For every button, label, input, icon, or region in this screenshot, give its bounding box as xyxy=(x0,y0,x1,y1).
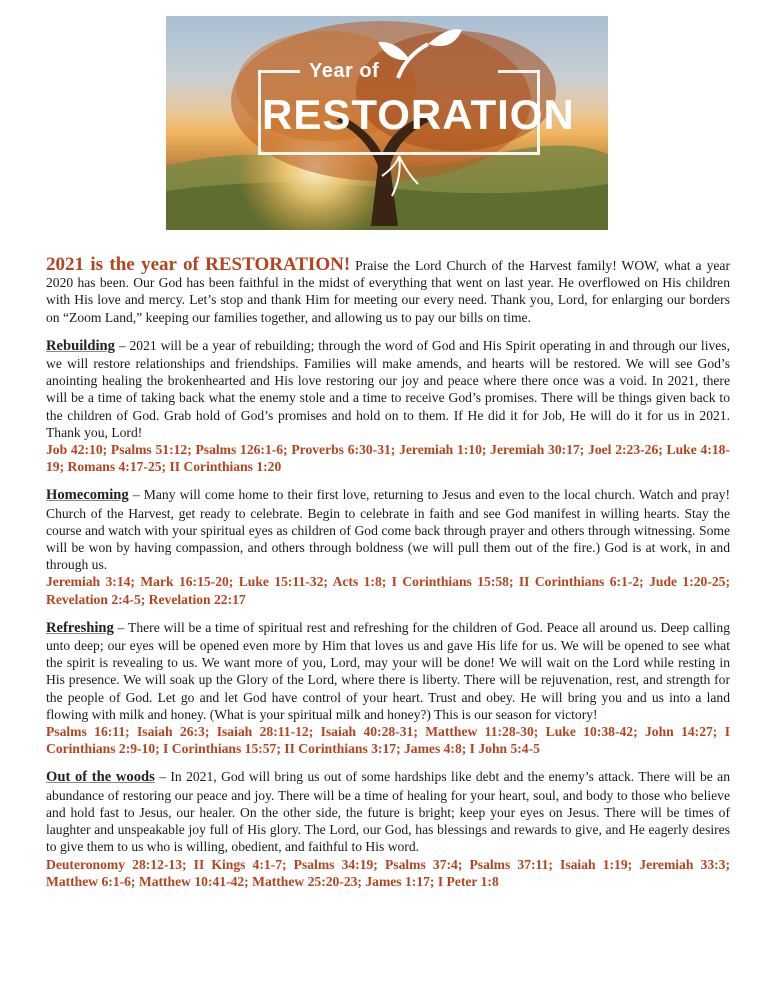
section-rebuilding xyxy=(46,337,730,441)
scripture-references: Psalms 16:11; Isaiah 26:3; Isaiah 28:11-12; Isaiah 40:28-31; Matthew 11:28-30; Luke 10:38-42; John 14:27; I Corinthians 2:9-10; I Corinthians 15:57; II Corinthians 3:17; James 4:8; I John 5:4-5 xyxy=(46,724,730,757)
intro-paragraph xyxy=(46,256,730,326)
article-body xyxy=(46,256,730,901)
scripture-references: Jeremiah 3:14; Mark 16:15-20; Luke 15:11-32; Acts 1:8; I Corinthians 15:58; II Corinthians 6:1-2; Jude 1:20-25; Revelation 2:4-5; Revelation 22:17 xyxy=(46,574,730,607)
section-title: Homecoming xyxy=(46,487,129,504)
banner-title: RESTORATION xyxy=(262,91,575,138)
section-text: – 2021 will be a year of rebuilding; through the word of God and His Spirit operating in and through our lives, we will restore relationships and friendships. Families will make amends, and hearts will be restored. We will see God’s anointing healing the brokenhearted and His love restoring our joy and peace where there once was a void. In 2021, there will be a time of taking back what the enemy stole and a time to receive God’s promises. There will be things given back to the children of God. Grab hold of God’s promises and hold on to them. If He did it for Job, He will do it for us in 2021. Thank you, Lord! xyxy=(46,337,730,440)
section-title: Rebuilding xyxy=(46,337,115,354)
section-refreshing xyxy=(46,619,730,723)
section-homecoming xyxy=(46,486,730,573)
section-title: Refreshing xyxy=(46,619,114,636)
banner-small-title: Year of xyxy=(309,60,380,82)
scripture-references: Job 42:10; Psalms 51:12; Psalms 126:1-6; Proverbs 6:30-31; Jeremiah 1:10; Jeremiah 30:17; Joel 2:23-26; Luke 4:18-19; Romans 4:17-25; II Corinthians 1:20 xyxy=(46,442,730,475)
section-text: – There will be a time of spiritual rest and refreshing for the children of God. Peace all around us. Deep calling unto deep; our eyes will be opened even more by Him that loves us and gave His life for us. We will be opened to see what the spirit is revealing to us. We want more of you, Lord, may your will be done! We will wait on the Lord while resting in His presence. We will soak up the Glory of the Lord, where there is liberty. There will be rejuvenation, rest, and strength for the people of God. Let go and let God have control of your heart. Trust and obey. He will bring you and us into a land flowing with milk and honey. (What is your spiritual milk and honey?) This is our season for victory! xyxy=(46,619,730,722)
section-title: Out of the woods xyxy=(46,769,155,786)
section-text: – Many will come home to their first love, returning to Jesus and even to the local church. Watch and pray! Church of the Harvest, get ready to celebrate. Begin to celebrate in faith and see God manifest in willing hearts. Stay the course and watch with your spiritual eyes as children of God come back through prayer and others through witnessing. Some will be won by having compassion, and others through boldness (we will pull them out of the fire.) God is at work, in and through us. xyxy=(46,487,730,573)
intro-text: Praise the Lord Church of the Harvest family! WOW, what a year 2020 has been. Our God has been faithful in the midst of everything that went on last year. He overflowed on His children with His love and mercy. Let’s stop and thank Him for meeting our every need. Thank you, Lord, for enlarging our borders on “Zoom Land,” keeping our families together, and allowing us to pay our bills on time. xyxy=(46,258,730,325)
section-text: – In 2021, God will bring us out of some hardships like debt and the enemy’s attack. There will be an abundance of restoring our peace and joy. There will be a time of healing for your heart, soul, and body to those who believe and hold fast to Jesus, our healer. On the other side, the future is bright; keep your eyes on Jesus. There will be times of laughter and unspeakable joy full of His glory. The Lord, our God, has blessings and rewards to give, and He eagerly desires to give them to us who is willing, obedient, and faithful to His word. xyxy=(46,769,730,855)
scripture-references: Deuteronomy 28:12-13; II Kings 4:1-7; Psalms 34:19; Psalms 37:4; Psalms 37:11; Isaiah 1:19; Jeremiah 33:3; Matthew 6:1-6; Matthew 10:41-42; Matthew 25:20-23; James 1:17; I Peter 1:8 xyxy=(46,856,730,889)
banner-image xyxy=(166,16,608,230)
intro-heading: 2021 is the year of RESTORATION! xyxy=(46,254,351,275)
section-out-of-the-woods xyxy=(46,768,730,855)
